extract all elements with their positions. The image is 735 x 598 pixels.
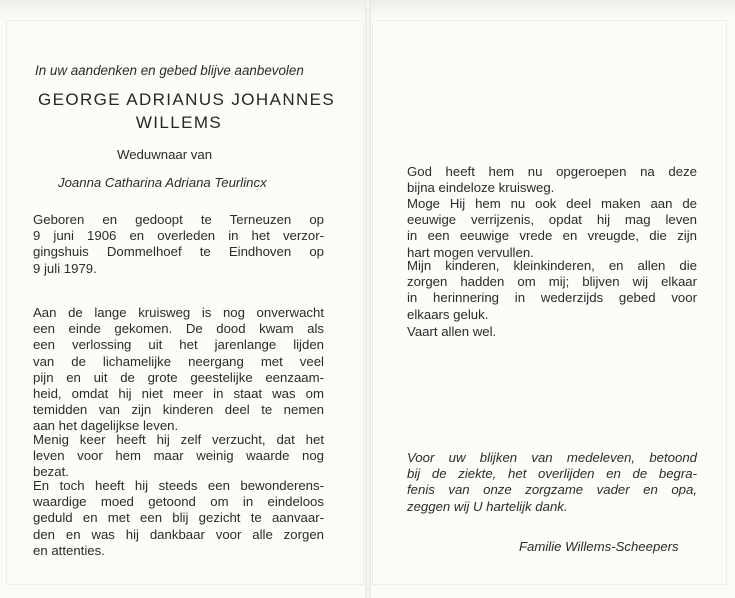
text-line: zeggen wij U hartelijk dank.	[407, 498, 568, 514]
text-line: een verlossing uit het jarenlange lijden	[33, 337, 324, 353]
text-line: in herinnering in wederzijds gebed voor	[407, 290, 697, 306]
right-paragraph-3	[407, 258, 697, 323]
text-line: bezat.	[33, 464, 69, 480]
text-line: Menig keer heeft hij zelf verzucht, dat het	[33, 432, 324, 447]
text-line: fenis van onze zorgzame vader en opa,	[407, 482, 697, 498]
thanks-paragraph	[407, 450, 697, 515]
text-line: in een eeuwige vrede en vreugde, die zijn	[407, 228, 697, 244]
text-line: Aan de lange kruisweg is nog onverwacht	[33, 305, 324, 320]
paragraph-1	[33, 305, 324, 435]
text-line: Mijn kinderen, kleinkinderen, en allen die	[407, 258, 697, 273]
deceased-name-line2: WILLEMS	[135, 113, 223, 132]
text-line: van de lichamelijke neergang met veel	[33, 353, 324, 369]
text-line: eeuwige verrijzenis, opdat hij mag leven	[407, 212, 697, 228]
text-line: En toch heeft hij steeds een bewonderens-	[33, 478, 324, 493]
text-line: zorgen hadden om mij; blijven wij elkaar	[407, 274, 697, 290]
text-line: temidden van zijn kinderen deel te nemen	[33, 402, 324, 418]
text-line: bijna eindeloze kruisweg.	[407, 180, 555, 196]
family-signature: Familie Willems-Scheepers	[519, 539, 679, 554]
text-line: den en was hij dankbaar voor alle zorgen	[33, 526, 324, 542]
text-line: leven voor hem maar weinig waarde nog	[33, 448, 324, 464]
text-line: heid, omdat hij niet meer in staat was om	[33, 386, 324, 402]
text-line: hart mogen vervullen.	[407, 244, 534, 260]
text-line: geduld en met een blij gezicht te aanvaar-	[33, 510, 324, 526]
birth-line: 9 juli 1979.	[33, 260, 97, 276]
right-paragraph-1	[407, 164, 697, 196]
text-line: en attenties.	[33, 542, 105, 558]
right-paragraph-2	[407, 196, 697, 261]
text-line: Moge Hij hem nu ook deel maken aan de	[407, 196, 697, 211]
text-line: elkaars geluk.	[407, 306, 489, 322]
paragraph-2	[33, 432, 324, 481]
widower-label: Weduwnaar van	[117, 147, 213, 162]
text-line: waardige moed getoond om in eindeloos	[33, 494, 324, 510]
text-line: God heeft hem nu opgeroepen na deze	[407, 164, 697, 179]
text-line: bij de ziekte, het overlijden en de begra-	[407, 466, 697, 482]
card-fold	[365, 0, 371, 598]
birth-line: gingshuis Dommelhoef te Eindhoven op	[33, 244, 324, 260]
spouse-name: Joanna Catharina Adriana Teurlincx	[58, 175, 267, 190]
intro-line: In uw aandenken en gebed blijve aanbevolen	[35, 63, 304, 78]
paragraph-3	[33, 478, 324, 559]
deceased-name-line1: GEORGE ADRIANUS JOHANNES	[38, 90, 336, 109]
farewell-line: Vaart allen wel.	[407, 324, 497, 339]
text-line: een einde gekomen. De dood kwam als	[33, 321, 324, 337]
text-line: Voor uw blijken van medeleven, betoond	[407, 450, 697, 465]
birth-line: Geboren en gedoopt te Terneuzen op	[33, 212, 324, 227]
birth-line: 9 juni 1906 en overleden in het verzor-	[33, 228, 324, 244]
text-line: aan het dagelijkse leven.	[33, 418, 179, 434]
text-line: pijn en uit de grote geestelijke eenzaam-	[33, 369, 324, 385]
birth-paragraph	[33, 212, 324, 277]
